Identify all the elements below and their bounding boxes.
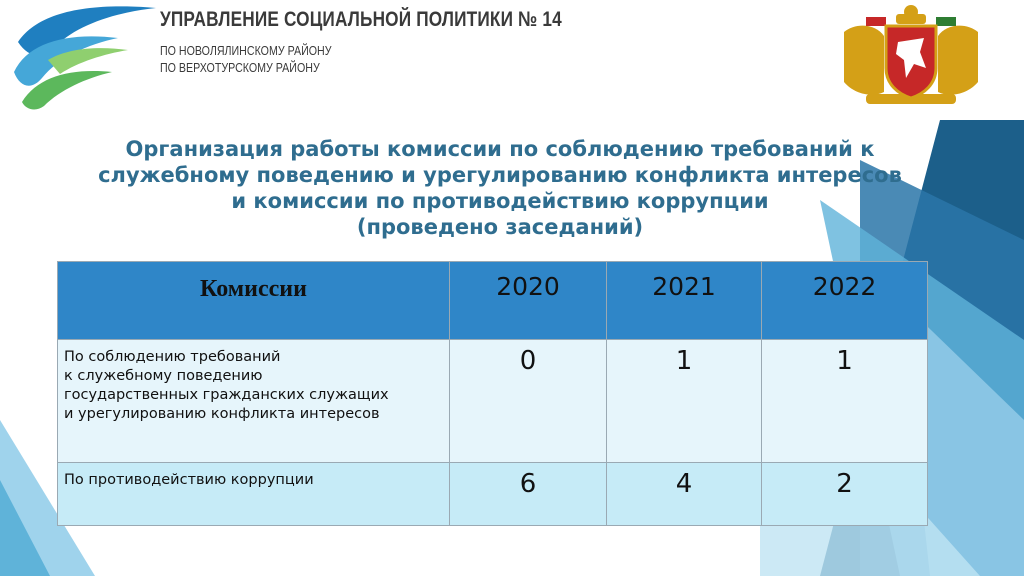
cell-2020: 0	[450, 340, 607, 463]
header-commissions: Комиссии	[58, 262, 450, 340]
cell-2020: 6	[450, 463, 607, 526]
slide-title-line-3: и комиссии по противодействию коррупции	[231, 189, 769, 213]
row-label-conduct-commission	[58, 340, 450, 463]
row-label-anticorruption-commission	[58, 463, 450, 526]
table-row	[58, 463, 928, 526]
row-label-line: государственных гражданских служащих	[64, 387, 389, 403]
cell-2022: 2	[762, 463, 928, 526]
coat-of-arms-icon	[836, 2, 986, 110]
organization-district-1: ПО НОВОЛЯЛИНСКОМУ РАЙОНУ	[160, 43, 332, 58]
commissions-table	[57, 261, 928, 526]
slide-title-line-1: Организация работы комиссии по соблюдению требований к	[125, 137, 875, 161]
header-year-2022: 2022	[762, 262, 928, 340]
slide-title-line-2: служебному поведению и урегулированию конфликта интересов	[98, 163, 902, 187]
table-header-row	[58, 262, 928, 340]
cell-2022: 1	[762, 340, 928, 463]
cell-2021: 4	[607, 463, 762, 526]
table-row	[58, 340, 928, 463]
header-year-2020: 2020	[450, 262, 607, 340]
organization-district-2: ПО ВЕРХОТУРСКОМУ РАЙОНУ	[160, 60, 320, 75]
row-label-line: По соблюдению требований	[64, 349, 281, 365]
bird-logo-icon	[8, 2, 158, 110]
row-label-line: к служебному поведению	[64, 368, 263, 384]
row-label-line: По противодействию коррупции	[64, 472, 314, 488]
organization-name: УПРАВЛЕНИЕ СОЦИАЛЬНОЙ ПОЛИТИКИ № 14	[160, 8, 562, 31]
slide-title	[60, 136, 940, 240]
slide-title-line-4: (проведено заседаний)	[356, 215, 644, 239]
header-year-2021: 2021	[607, 262, 762, 340]
row-label-line: и урегулированию конфликта интересов	[64, 406, 380, 422]
cell-2021: 1	[607, 340, 762, 463]
